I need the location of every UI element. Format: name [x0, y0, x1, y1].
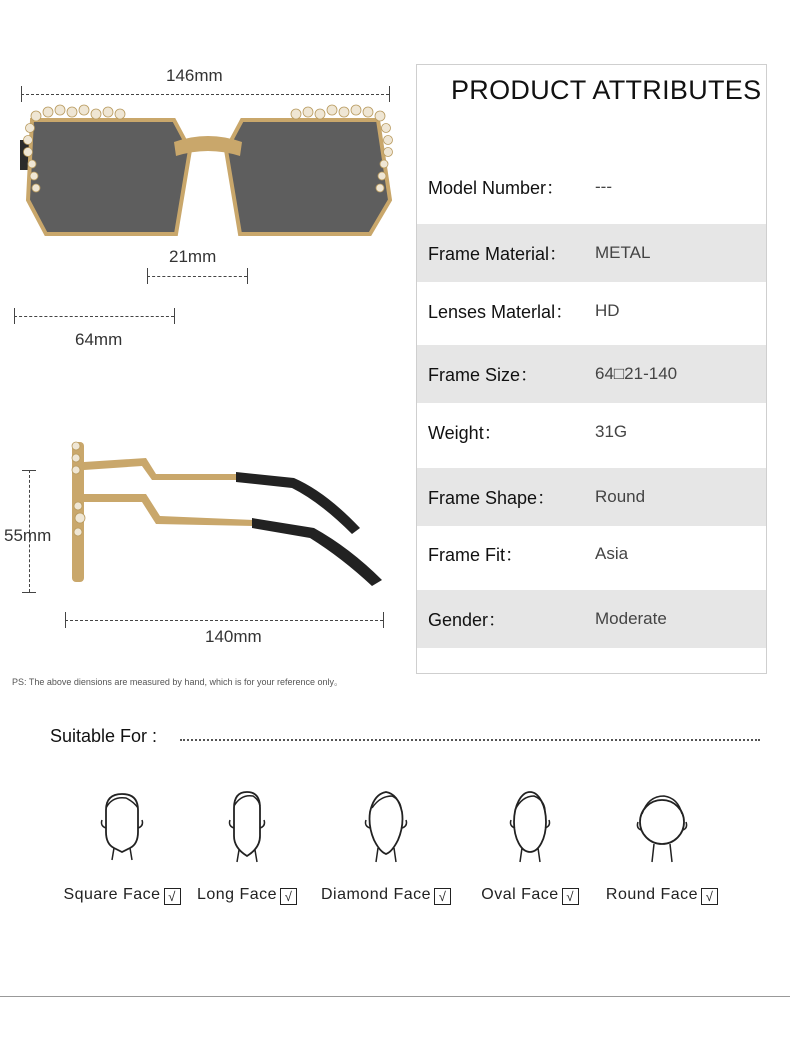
- total-width-line: [21, 94, 389, 95]
- lens-height-tick-bottom: [22, 592, 36, 593]
- attribute-key: Lenses Materlal：: [428, 302, 574, 322]
- check-icon: √: [164, 888, 181, 905]
- bridge-tick-right: [247, 268, 248, 284]
- face-label: Square Face √: [47, 886, 197, 905]
- product-attributes-panel: [416, 64, 767, 674]
- attribute-value: METAL: [595, 243, 651, 262]
- attribute-key: Frame Shape：: [428, 488, 556, 508]
- lens-width-tick-right: [174, 308, 175, 324]
- attribute-value: Asia: [595, 544, 629, 563]
- attribute-key: Model Number：: [428, 178, 565, 198]
- attribute-row-lenses-material: [417, 282, 766, 340]
- attribute-row-frame-material: [417, 224, 766, 282]
- check-icon: √: [701, 888, 718, 905]
- sunglasses-front-image: [18, 100, 398, 250]
- total-width-label: 146mm: [166, 66, 223, 85]
- temple-length-line: [65, 620, 383, 621]
- attribute-value: HD: [595, 301, 620, 320]
- attribute-row-gender: [417, 590, 766, 648]
- lens-height-label: 55mm: [4, 526, 52, 545]
- attribute-key: Weight：: [428, 423, 502, 443]
- temple-length-label: 140mm: [205, 627, 262, 646]
- attribute-key: Frame Fit：: [428, 545, 524, 565]
- attribute-value: Round: [595, 487, 646, 506]
- lens-width-line: [14, 316, 174, 317]
- face-label: Diamond Face √: [311, 886, 461, 905]
- attribute-row-frame-size: [417, 345, 766, 403]
- face-label: Oval Face √: [455, 886, 605, 905]
- face-item-round: [587, 786, 737, 904]
- diamond-face-icon: [356, 786, 416, 866]
- check-icon: √: [434, 888, 451, 905]
- face-item-long: [172, 786, 322, 904]
- attribute-value: Moderate: [595, 609, 667, 628]
- face-label: Round Face √: [587, 886, 737, 905]
- check-icon: √: [562, 888, 579, 905]
- bridge-width-line: [147, 276, 247, 277]
- bottom-divider: [0, 996, 790, 997]
- long-face-icon: [217, 786, 277, 866]
- check-icon: √: [280, 888, 297, 905]
- suitable-for-heading: Suitable For :: [50, 726, 158, 746]
- attribute-row-model-number: [417, 158, 766, 216]
- attribute-value: 64□21-140: [595, 364, 678, 383]
- face-item-diamond: [311, 786, 461, 904]
- attribute-row-frame-fit: [417, 525, 766, 583]
- attribute-row-frame-shape: [417, 468, 766, 526]
- attribute-key: Gender：: [428, 610, 507, 630]
- face-item-oval: [455, 786, 605, 904]
- attribute-key: Frame Material：: [428, 244, 568, 264]
- sunglasses-side-image: [64, 436, 394, 596]
- face-label: Long Face √: [172, 886, 322, 905]
- attribute-value: ---: [595, 177, 612, 196]
- bridge-width-label: 21mm: [169, 247, 217, 266]
- lens-width-label: 64mm: [75, 330, 123, 349]
- attribute-value: 31G: [595, 422, 628, 441]
- attribute-row-weight: [417, 403, 766, 461]
- measurement-note: PS: The above diensions are measured by hand, which is for your reference only。: [12, 677, 344, 687]
- square-face-icon: [92, 786, 152, 866]
- dotted-divider: [180, 739, 760, 741]
- attribute-key: Frame Size：: [428, 365, 539, 385]
- oval-face-icon: [500, 786, 560, 866]
- attributes-title: PRODUCT ATTRIBUTES: [451, 75, 762, 105]
- round-face-icon: [632, 786, 692, 866]
- temple-length-tick-right: [383, 612, 384, 628]
